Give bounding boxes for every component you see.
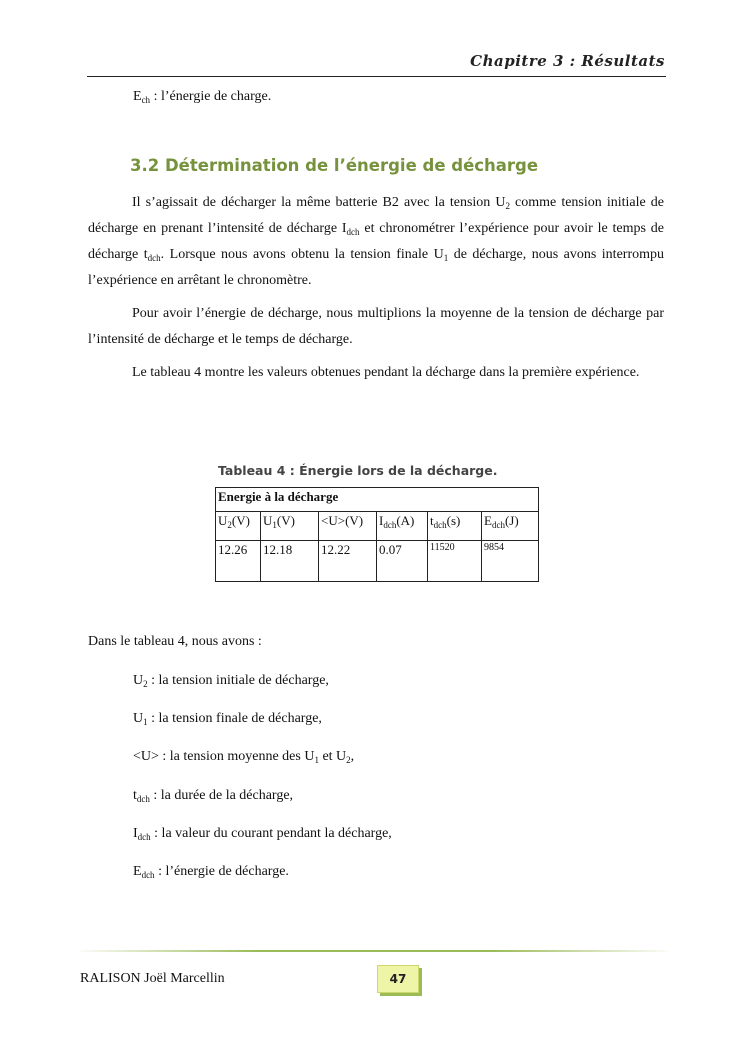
page-number: 47 (377, 965, 419, 993)
definition-edch: $E_{dch}$ : l’énergie de décharge. (133, 864, 289, 880)
definition-u1: $U_1$ : la tension finale de décharge, (133, 711, 322, 727)
table-header-row (216, 512, 539, 541)
list-intro: Dans le tableau 4, nous avons : (88, 634, 262, 649)
value-cell-u1: 12.18 (261, 541, 319, 582)
value-cell-idch: 0.07 (377, 541, 428, 582)
header-cell-u1: $U_1(V)$ (261, 512, 319, 541)
section-title: 3.2 Détermination de l’énergie de décharge (130, 156, 539, 175)
header-cell-tdch: $t_{dch}(s)$ (428, 512, 482, 541)
paragraph-procedure: Il s’agissait de décharger la même batterie B2 avec la tension $U_2$ comme tension initiale de décharge en prenant l’intensité de décharge $I_{dch}$ et chronométrer l’expérience pour avoir le temps de décharge $t_{dch}$. Lorsque nous avons obtenu la tension finale $U_1$ de décharge, nous avons interrompu l’expérience en arrêtant le chronomètre. (88, 195, 665, 288)
table-title: Energie à la décharge (216, 488, 539, 512)
discharge-energy-table (215, 487, 539, 582)
table-caption: Tableau 4 : Énergie lors de la décharge. (218, 463, 498, 478)
header-cell-u2: $U_2(V)$ (216, 512, 261, 541)
definition-idch: $I_{dch}$ : la valeur du courant pendant la décharge, (133, 826, 392, 842)
value-cell-u2: 12.26 (216, 541, 261, 582)
charge-energy-definition: $E_{ch}$ : l’énergie de charge. (133, 89, 272, 105)
header-cell-edch: $E_{dch}(J)$ (482, 512, 539, 541)
footer-author: RALISON Joël Marcellin (80, 971, 225, 986)
definition-u-mean: <U> : la tension moyenne des $U_1$ et $U_2$, (133, 749, 355, 765)
value-cell-tdch: 11520 (428, 541, 482, 582)
value-cell-u-mean: 12.22 (319, 541, 377, 582)
chapter-header: Chapitre 3 : Résultats (470, 52, 665, 70)
footer-divider (80, 950, 668, 952)
definition-u2: $U_2$ : la tension initiale de décharge, (133, 673, 329, 689)
paragraph-table-intro: Le tableau 4 montre les valeurs obtenues pendant la décharge dans la première expérience. (132, 365, 640, 380)
table-row (216, 541, 539, 582)
header-divider (87, 76, 666, 77)
header-cell-idch: $I_{dch}(A)$ (377, 512, 428, 541)
header-cell-u-mean: <U>(V) (319, 512, 377, 541)
paragraph-method: Pour avoir l’énergie de décharge, nous multiplions la moyenne de la tension de décharge par l’intensité de décharge et le temps de décharge. (88, 306, 664, 347)
definition-tdch: $t_{dch}$ : la durée de la décharge, (133, 788, 294, 804)
value-cell-edch: 9854 (482, 541, 539, 582)
